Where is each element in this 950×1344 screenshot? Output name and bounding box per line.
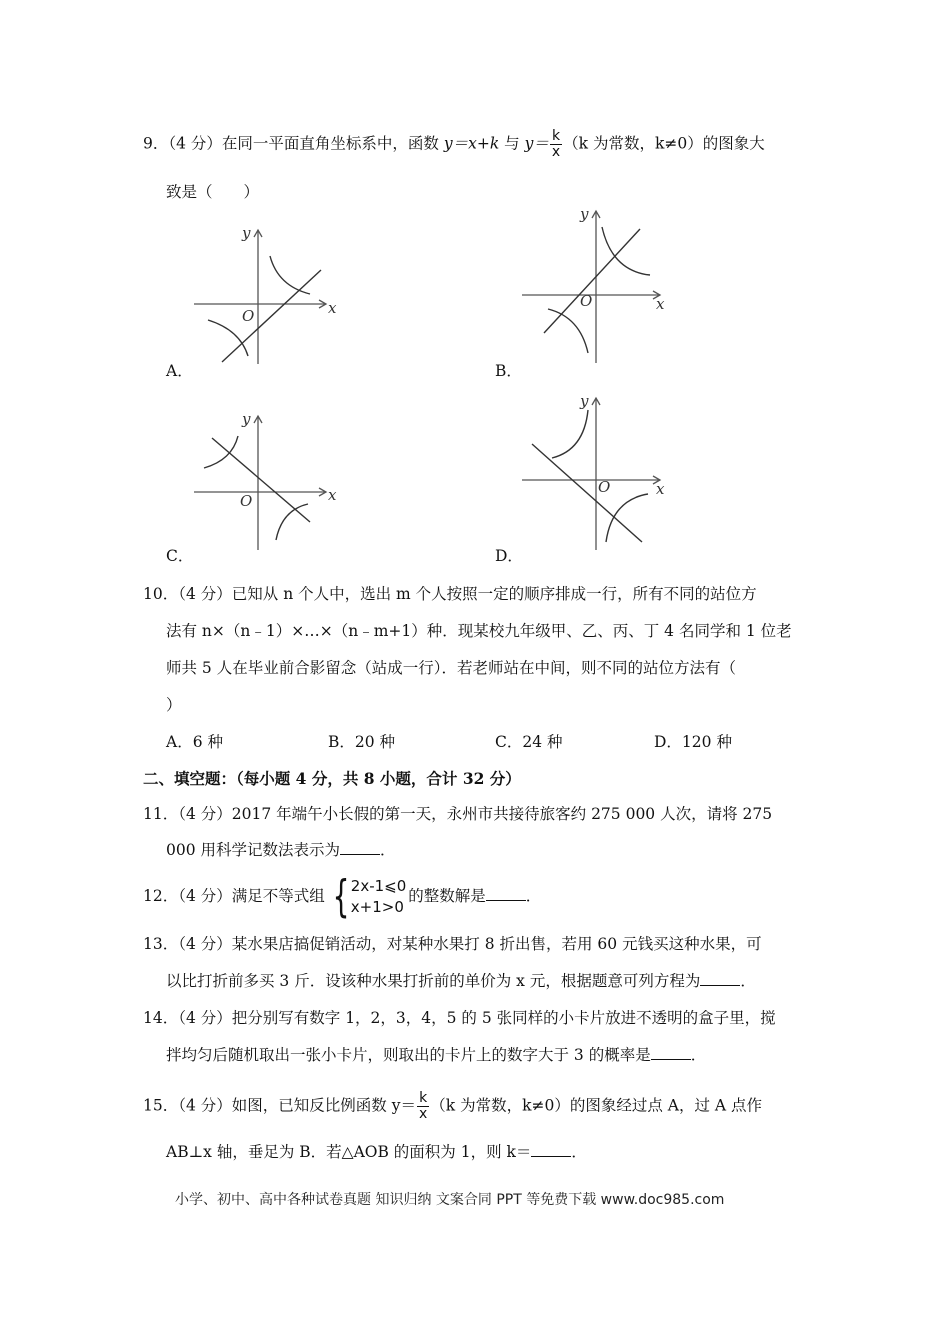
q12-answer-blank xyxy=(486,886,526,901)
q15-frac-num: k xyxy=(419,1090,428,1106)
graph-b-origin: O xyxy=(580,292,593,310)
q12-line xyxy=(143,871,542,922)
q13-text-1: （4 分）某水果店搞促销活动，对某种水果打 8 折出售，若用 60 元钱买这种水果，可 xyxy=(178,935,762,953)
page-footer: 小学、初中、高中各种试卷真题 知识归纳 文案合同 PPT 等免费下载 www.doc985.com xyxy=(175,1192,725,1208)
q9-frac-num: k xyxy=(551,128,561,144)
q15-text-a: （4 分）如图，已知反比例函数 y＝ xyxy=(178,1096,416,1115)
q15-text-2: AB⊥x 轴，垂足为 B．若△AOB 的面积为 1，则 k＝ xyxy=(166,1143,532,1161)
q12-end: ． xyxy=(525,887,542,905)
q11-number: 11． xyxy=(143,805,179,823)
graph-a-x-label: x xyxy=(328,299,337,317)
q14-line1 xyxy=(143,1007,776,1029)
q9-text-b: 与 xyxy=(499,134,525,153)
q14-text-2: 拌均匀后随机取出一张小卡片，则取出的卡片上的数字大于 3 的概率是 xyxy=(166,1046,651,1064)
q9-option-d-label: D． xyxy=(495,547,523,565)
q9-graph-b xyxy=(518,205,678,367)
q15-line1 xyxy=(143,1091,762,1122)
q12-ineq-2: x+1>0 xyxy=(350,898,404,916)
q15-line2 xyxy=(166,1141,587,1163)
graph-d-y-label: y xyxy=(580,392,589,410)
q9-option-a-label: A． xyxy=(166,362,193,380)
q15-answer-blank xyxy=(531,1142,571,1157)
q11-text-1: （4 分）2017 年端午小长假的第一天，永州市共接待旅客约 275 000 人次，请将 275 xyxy=(178,805,773,823)
q11-line1 xyxy=(143,803,772,825)
q11-text-2: 000 用科学记数法表示为 xyxy=(166,841,341,859)
q14-end: ． xyxy=(690,1046,707,1064)
section-2-title xyxy=(143,767,521,789)
q9-frac-den: x xyxy=(551,144,561,160)
q14-answer-blank xyxy=(651,1045,691,1060)
q9-fraction xyxy=(550,129,562,160)
q15-number: 15． xyxy=(143,1096,179,1115)
q10-line4: ） xyxy=(166,696,182,714)
q10-line1 xyxy=(143,583,757,605)
q10-choice-b: B．20 种 xyxy=(328,733,396,751)
graph-b-y-label: y xyxy=(580,205,589,223)
q12-inequality-system xyxy=(327,871,407,922)
graph-d-origin: O xyxy=(598,478,611,496)
q10-text-1: （4 分）已知从 n 个人中，选出 m 个人按照一定的顺序排成一行，所有不同的站位方 xyxy=(178,585,757,603)
q12-text-a: （4 分）满足不等式组 xyxy=(178,887,325,905)
q9-expr2: y＝ xyxy=(524,134,549,153)
q12-text-b: 的整数解是 xyxy=(408,887,486,905)
q14-line2 xyxy=(166,1044,706,1066)
graph-c-origin: O xyxy=(240,492,253,510)
q9-graph-c xyxy=(188,408,348,553)
graph-c-x-label: x xyxy=(328,486,337,504)
q13-line1 xyxy=(143,933,762,955)
q10-choice-c: C．24 种 xyxy=(495,733,563,751)
q13-line2 xyxy=(166,970,756,992)
q10-choices xyxy=(166,731,732,753)
q11-end: ． xyxy=(380,841,396,859)
q15-end: ． xyxy=(571,1143,587,1161)
q11-answer-blank xyxy=(340,840,380,855)
q15-text-b: （k 为常数，k≠0）的图象经过点 A，过 A 点作 xyxy=(430,1096,762,1115)
q9-line1 xyxy=(143,129,765,160)
q12-brace: { xyxy=(332,871,350,922)
q9-graph-a xyxy=(188,224,348,369)
q9-graph-d xyxy=(518,392,678,554)
q13-text-2: 以比打折前多买 3 斤．设该种水果打折前的单价为 x 元，根据题意可列方程为 xyxy=(166,972,701,990)
section-2-title-b: （每小题 4 分，共 8 小题，合计 32 分） xyxy=(236,769,521,788)
q9-text-a: （4 分）在同一平面直角坐标系中，函数 xyxy=(168,134,444,153)
graph-b-x-label: x xyxy=(656,295,665,313)
q10-line3: 师共 5 人在毕业前合影留念（站成一行）．若老师站在中间，则不同的站位方法有（ xyxy=(166,659,736,677)
q9-option-c-label: C． xyxy=(166,547,194,565)
q15-frac-den: x xyxy=(418,1106,428,1122)
q14-number: 14． xyxy=(143,1009,179,1027)
q12-ineq-1: 2x-1⩽0 xyxy=(350,877,407,895)
graph-c-y-label: y xyxy=(242,410,251,428)
q9-line2: 致是（ ） xyxy=(166,183,260,201)
q9-option-b-label: B． xyxy=(495,362,522,380)
q14-text-1: （4 分）把分别写有数字 1，2，3，4，5 的 5 张同样的小卡片放进不透明的盒子里，搅 xyxy=(178,1009,776,1027)
q10-choice-a: A．6 种 xyxy=(166,733,223,751)
q15-fraction xyxy=(417,1091,429,1122)
graph-a-origin: O xyxy=(242,307,255,325)
q10-choice-d: D．120 种 xyxy=(654,733,732,751)
q9-number: 9． xyxy=(143,134,169,153)
q11-line2 xyxy=(166,839,396,861)
graph-d-x-label: x xyxy=(656,480,665,498)
q10-line2: 法有 n×（n﹣1）×…×（n﹣m+1）种．现某校九年级甲、乙、丙、丁 4 名同学和 1 位老 xyxy=(166,622,792,640)
q13-number: 13． xyxy=(143,935,179,953)
graph-a-y-label: y xyxy=(242,224,251,242)
q9-text-c: （k 为常数，k≠0）的图象大 xyxy=(563,134,765,153)
q9-expr1: y＝x+k xyxy=(443,134,500,153)
q12-number: 12． xyxy=(143,887,179,905)
section-2-title-a: 二、填空题： xyxy=(143,769,237,788)
q13-answer-blank xyxy=(700,971,740,986)
q13-end: ． xyxy=(740,972,756,990)
q10-number: 10． xyxy=(143,585,179,603)
